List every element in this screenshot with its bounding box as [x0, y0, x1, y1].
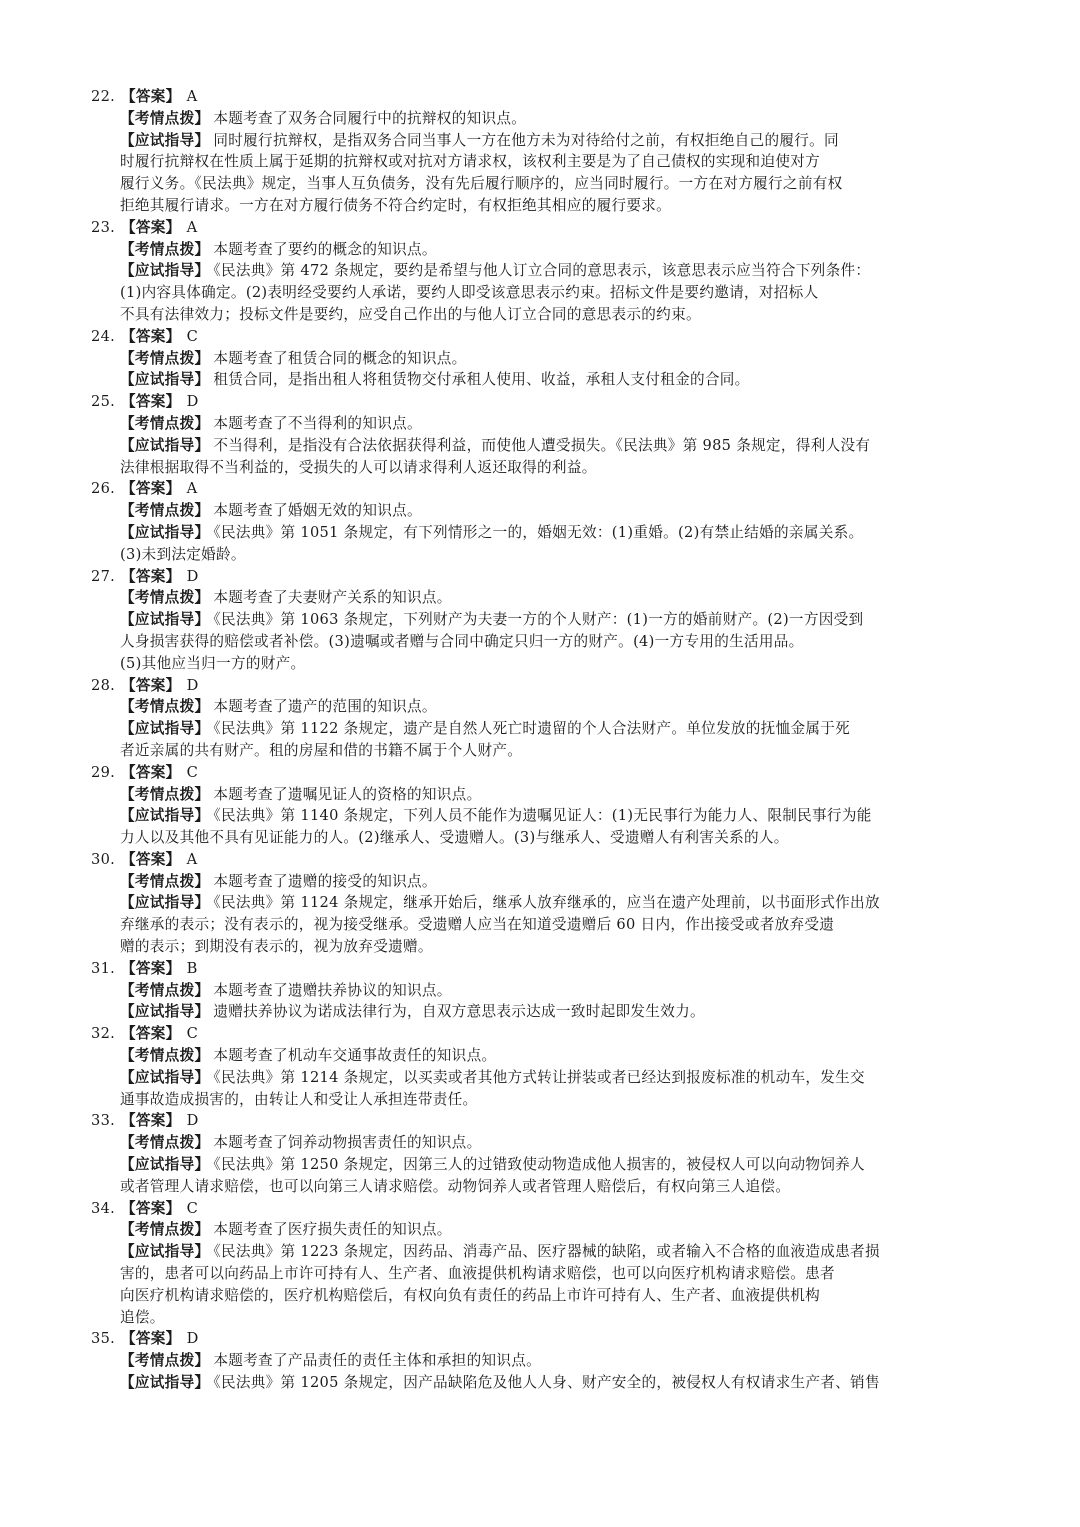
- answer-letter: D: [186, 676, 199, 694]
- answer-tag: 【答案】: [121, 1330, 181, 1348]
- answer-line: [0, 86, 991, 108]
- exam-point-line: [0, 980, 990, 1002]
- exam-point-line: [0, 348, 990, 370]
- exam-point-tag: 【考情点拨】: [120, 1221, 210, 1239]
- question-number: 31.: [91, 959, 116, 977]
- exam-guide-continuation: 法律根据取得不当利益的，受损失的人可以请求得利人返还取得的利益。: [120, 458, 597, 476]
- exam-guide-text: 《民法典》第 1051 条规定，有下列情形之一的，婚姻无效：(1)重婚。(2)有禁止结婚的亲属关系。: [213, 523, 864, 541]
- question-number: 22.: [91, 88, 116, 105]
- answer-line: [0, 762, 991, 784]
- exam-point-text: 本题考查了产品责任的责任主体和承担的知识点。: [213, 1352, 542, 1370]
- exam-guide-tag: 【应试指导】: [120, 1003, 210, 1021]
- answer-line: [0, 1198, 991, 1220]
- exam-point-text: 本题考查了遗产的范围的知识点。: [213, 698, 437, 716]
- answer-line: [0, 849, 991, 871]
- question-block: [0, 326, 1080, 391]
- exam-point-line: [0, 239, 990, 261]
- question-number: 28.: [91, 676, 116, 694]
- exam-guide-tag: 【应试指导】: [120, 807, 210, 825]
- exam-guide-text: 《民法典》第 1250 条规定，因第三人的过错致使动物造成他人损害的，被侵权人可以向动物饲养人: [213, 1156, 865, 1174]
- exam-guide-continuation: 或者管理人请求赔偿，也可以向第三人请求赔偿。动物饲养人或者管理人赔偿后，有权向第三人追偿。: [120, 1177, 791, 1195]
- question-number: 33.: [91, 1112, 116, 1130]
- exam-guide-tag: 【应试指导】: [120, 1068, 210, 1086]
- question-number: 23.: [91, 218, 116, 236]
- question-number: 34.: [91, 1199, 116, 1217]
- answer-letter: A: [186, 88, 198, 105]
- exam-guide-tag: 【应试指导】: [120, 611, 210, 629]
- exam-guide-continuation: 履行义务。《民法典》规定，当事人互负债务，没有先后履行顺序的，应当同时履行。一方在对方履行之前有权: [120, 175, 843, 193]
- exam-point-tag: 【考情点拨】: [120, 502, 210, 520]
- answer-line: [0, 1328, 991, 1350]
- answer-line: [0, 1110, 991, 1132]
- exam-guide-line: [0, 1372, 990, 1394]
- answer-letter: A: [186, 218, 198, 236]
- exam-point-tag: 【考情点拨】: [120, 872, 210, 890]
- exam-point-line: [0, 1132, 990, 1154]
- exam-point-text: 本题考查了遗嘱见证人的资格的知识点。: [213, 785, 482, 803]
- exam-point-text: 本题考查了租赁合同的概念的知识点。: [213, 349, 467, 367]
- exam-guide-text: 《民法典》第 1214 条规定，以买卖或者其他方式转让拼装或者已经达到报废标准的机动车，发生交: [213, 1068, 865, 1086]
- exam-point-tag: 【考情点拨】: [120, 589, 210, 607]
- exam-guide-line: [0, 130, 990, 152]
- exam-guide-line: [0, 369, 990, 391]
- answer-tag: 【答案】: [121, 88, 181, 105]
- exam-point-line: [0, 500, 990, 522]
- answer-letter: D: [186, 393, 199, 411]
- exam-point-line: [0, 696, 990, 718]
- exam-point-text: 本题考查了医疗损失责任的知识点。: [213, 1221, 452, 1239]
- exam-point-tag: 【考情点拨】: [120, 698, 210, 716]
- exam-guide-text: 《民法典》第 1205 条规定，因产品缺陷危及他人人身、财产安全的，被侵权人有权请求生产者、销售: [213, 1374, 880, 1392]
- exam-point-tag: 【考情点拨】: [120, 109, 210, 127]
- exam-guide-line: [0, 1067, 990, 1089]
- answer-letter: C: [186, 1199, 199, 1217]
- exam-point-text: 本题考查了双务合同履行中的抗辩权的知识点。: [213, 109, 527, 127]
- answer-letter: C: [186, 1025, 199, 1043]
- question-number: 29.: [91, 763, 116, 781]
- question-number: 25.: [91, 393, 116, 411]
- exam-guide-line: [0, 1001, 990, 1023]
- answer-letter: A: [186, 480, 198, 498]
- answer-letter: C: [186, 763, 199, 781]
- exam-guide-tag: 【应试指导】: [120, 1374, 210, 1392]
- exam-point-line: [0, 1350, 990, 1372]
- question-number: 35.: [91, 1330, 116, 1348]
- answer-tag: 【答案】: [121, 327, 181, 345]
- exam-point-text: 本题考查了遗赠扶养协议的知识点。: [213, 981, 452, 999]
- exam-point-tag: 【考情点拨】: [120, 349, 210, 367]
- answer-tag: 【答案】: [121, 763, 181, 781]
- exam-point-line: [0, 871, 990, 893]
- exam-point-tag: 【考情点拨】: [120, 981, 210, 999]
- exam-guide-text: 《民法典》第 1124 条规定，继承开始后，继承人放弃继承的，应当在遗产处理前，以书面形式作出放: [213, 894, 880, 912]
- answer-tag: 【答案】: [121, 676, 181, 694]
- exam-guide-text: 《民法典》第 1063 条规定，下列财产为夫妻一方的个人财产：(1)一方的婚前财产。(2)一方因受到: [213, 611, 864, 629]
- answer-letter: D: [186, 1112, 199, 1130]
- exam-point-line: [0, 587, 990, 609]
- exam-point-tag: 【考情点拨】: [120, 414, 210, 432]
- answer-line: [0, 675, 991, 697]
- exam-point-tag: 【考情点拨】: [120, 1047, 210, 1065]
- exam-guide-text: 《民法典》第 1140 条规定，下列人员不能作为遗嘱见证人：(1)无民事行为能力人、限制民事行为能: [213, 807, 872, 825]
- exam-guide-line: [0, 892, 990, 914]
- answer-line: [0, 478, 991, 500]
- answer-line: [0, 566, 991, 588]
- exam-point-line: [0, 1219, 990, 1241]
- question-block: [0, 1198, 1080, 1329]
- question-number: 27.: [91, 567, 116, 585]
- exam-point-text: 本题考查了婚姻无效的知识点。: [213, 502, 422, 520]
- exam-guide-tag: 【应试指导】: [120, 720, 210, 738]
- answer-letter: D: [186, 1330, 199, 1348]
- question-number: 30.: [91, 850, 116, 868]
- answer-letter: A: [186, 850, 198, 868]
- question-block: [0, 478, 1080, 565]
- exam-guide-tag: 【应试指导】: [120, 436, 210, 454]
- question-block: [0, 1023, 1080, 1110]
- exam-guide-continuation: 力人以及其他不具有见证能力的人。(2)继承人、受遗赠人。(3)与继承人、受遗赠人有利害关系的人。: [120, 829, 789, 847]
- question-block: [0, 958, 1080, 1023]
- exam-point-line: [0, 108, 990, 130]
- answer-tag: 【答案】: [121, 218, 181, 236]
- exam-guide-tag: 【应试指导】: [120, 1156, 210, 1174]
- exam-point-tag: 【考情点拨】: [120, 1352, 210, 1370]
- question-number: 26.: [91, 480, 116, 498]
- exam-point-tag: 【考情点拨】: [120, 240, 210, 258]
- exam-point-text: 本题考查了要约的概念的知识点。: [213, 240, 437, 258]
- answer-tag: 【答案】: [121, 567, 181, 585]
- exam-guide-line: [0, 805, 990, 827]
- exam-guide-continuation: 弃继承的表示；没有表示的，视为接受继承。受遗赠人应当在知道受遗赠后 60 日内，作出接受或者放弃受遗: [120, 916, 835, 934]
- exam-point-tag: 【考情点拨】: [120, 785, 210, 803]
- exam-guide-text: 同时履行抗辩权，是指双务合同当事人一方在他方未为对待给付之前，有权拒绝自己的履行。同: [213, 131, 839, 149]
- exam-guide-text: 不当得利，是指没有合法依据获得利益，而使他人遭受损失。《民法典》第 985 条规定，得利人没有: [213, 436, 871, 454]
- answer-tag: 【答案】: [121, 393, 181, 411]
- answer-tag: 【答案】: [121, 1112, 181, 1130]
- exam-guide-continuation: 者近亲属的共有财产。租的房屋和借的书籍不属于个人财产。: [120, 741, 523, 759]
- exam-guide-line: [0, 1154, 990, 1176]
- exam-guide-tag: 【应试指导】: [120, 262, 210, 280]
- exam-guide-tag: 【应试指导】: [120, 523, 210, 541]
- question-block: [0, 1110, 1080, 1197]
- question-number: 24.: [91, 327, 116, 345]
- exam-point-tag: 【考情点拨】: [120, 1134, 210, 1152]
- exam-guide-tag: 【应试指导】: [120, 1243, 210, 1261]
- exam-point-line: [0, 784, 990, 806]
- answer-letter: B: [186, 959, 198, 977]
- exam-point-text: 本题考查了机动车交通事故责任的知识点。: [213, 1047, 497, 1065]
- exam-guide-continuation: (1)内容具体确定。(2)表明经受要约人承诺，要约人即受该意思表示约束。招标文件是要约邀请，对招标人: [120, 284, 819, 302]
- exam-guide-line: [0, 1241, 990, 1263]
- exam-guide-text: 《民法典》第 1122 条规定，遗产是自然人死亡时遗留的个人合法财产。单位发放的抚恤金属于死: [213, 720, 851, 738]
- question-block: [0, 1328, 1080, 1393]
- answer-tag: 【答案】: [121, 1025, 181, 1043]
- exam-guide-continuation: 时履行抗辩权在性质上属于延期的抗辩权或对抗对方请求权，该权利主要是为了自己债权的实现和迫使对方: [120, 153, 821, 171]
- answer-tag: 【答案】: [121, 850, 181, 868]
- question-block: [0, 849, 1080, 958]
- exam-guide-line: [0, 522, 990, 544]
- exam-guide-continuation: 害的，患者可以向药品上市许可持有人、生产者、血液提供机构请求赔偿，也可以向医疗机构请求赔偿。患者: [120, 1265, 835, 1283]
- question-block: [0, 391, 1080, 478]
- exam-guide-line: [0, 435, 990, 457]
- question-block: [0, 566, 1080, 675]
- answer-letter: C: [186, 327, 199, 345]
- exam-guide-line: [0, 718, 990, 740]
- answer-tag: 【答案】: [121, 1199, 181, 1217]
- exam-point-text: 本题考查了饲养动物损害责任的知识点。: [213, 1134, 482, 1152]
- exam-guide-line: [0, 609, 990, 631]
- exam-guide-text: 租赁合同，是指出租人将租赁物交付承租人使用、收益，承租人支付租金的合同。: [213, 371, 750, 389]
- exam-guide-continuation: 通事故造成损害的，由转让人和受让人承担连带责任。: [120, 1090, 478, 1108]
- answer-letter: D: [186, 567, 199, 585]
- answer-tag: 【答案】: [121, 959, 181, 977]
- question-block: [0, 86, 1080, 217]
- exam-guide-continuation: (3)未到法定婚龄。: [120, 545, 246, 563]
- exam-guide-continuation: (5)其他应当归一方的财产。: [120, 654, 306, 672]
- question-block: [0, 762, 1080, 849]
- answer-tag: 【答案】: [121, 480, 181, 498]
- question-block: [0, 675, 1080, 762]
- exam-guide-tag: 【应试指导】: [120, 131, 210, 149]
- exam-guide-text: 《民法典》第 472 条规定，要约是希望与他人订立合同的意思表示，该意思表示应当符合下列条件：: [213, 262, 871, 280]
- answer-key-page: [0, 86, 1080, 1394]
- exam-guide-line: [0, 260, 990, 282]
- exam-guide-continuation: 向医疗机构请求赔偿的，医疗机构赔偿后，有权向负有责任的药品上市许可持有人、生产者、血液提供机构: [120, 1286, 821, 1304]
- answer-line: [0, 326, 991, 348]
- exam-guide-tag: 【应试指导】: [120, 894, 210, 912]
- exam-point-text: 本题考查了夫妻财产关系的知识点。: [213, 589, 452, 607]
- answer-line: [0, 1023, 991, 1045]
- exam-point-text: 本题考查了遗赠的接受的知识点。: [213, 872, 437, 890]
- exam-guide-continuation: 赠的表示；到期没有表示的，视为放弃受遗赠。: [120, 938, 433, 956]
- question-number: 32.: [91, 1025, 116, 1043]
- exam-guide-tag: 【应试指导】: [120, 371, 210, 389]
- exam-guide-continuation: 不具有法律效力；投标文件是要约，应受自己作出的与他人订立合同的意思表示的约束。: [120, 305, 701, 323]
- exam-guide-continuation: 拒绝其履行请求。一方在对方履行债务不符合约定时，有权拒绝其相应的履行要求。: [120, 196, 672, 214]
- question-block: [0, 217, 1080, 326]
- exam-guide-continuation: 追偿。: [120, 1308, 165, 1326]
- exam-point-line: [0, 1045, 990, 1067]
- exam-point-line: [0, 413, 990, 435]
- answer-line: [0, 391, 991, 413]
- exam-guide-text: 遗赠扶养协议为诺成法律行为，自双方意思表示达成一致时起即发生效力。: [213, 1003, 705, 1021]
- answer-line: [0, 958, 991, 980]
- exam-guide-continuation: 人身损害获得的赔偿或者补偿。(3)遗嘱或者赠与合同中确定只归一方的财产。(4)一方专用的生活用品。: [120, 632, 804, 650]
- exam-point-text: 本题考查了不当得利的知识点。: [213, 414, 422, 432]
- answer-line: [0, 217, 991, 239]
- exam-guide-text: 《民法典》第 1223 条规定，因药品、消毒产品、医疗器械的缺陷，或者输入不合格的血液造成患者损: [213, 1243, 880, 1261]
